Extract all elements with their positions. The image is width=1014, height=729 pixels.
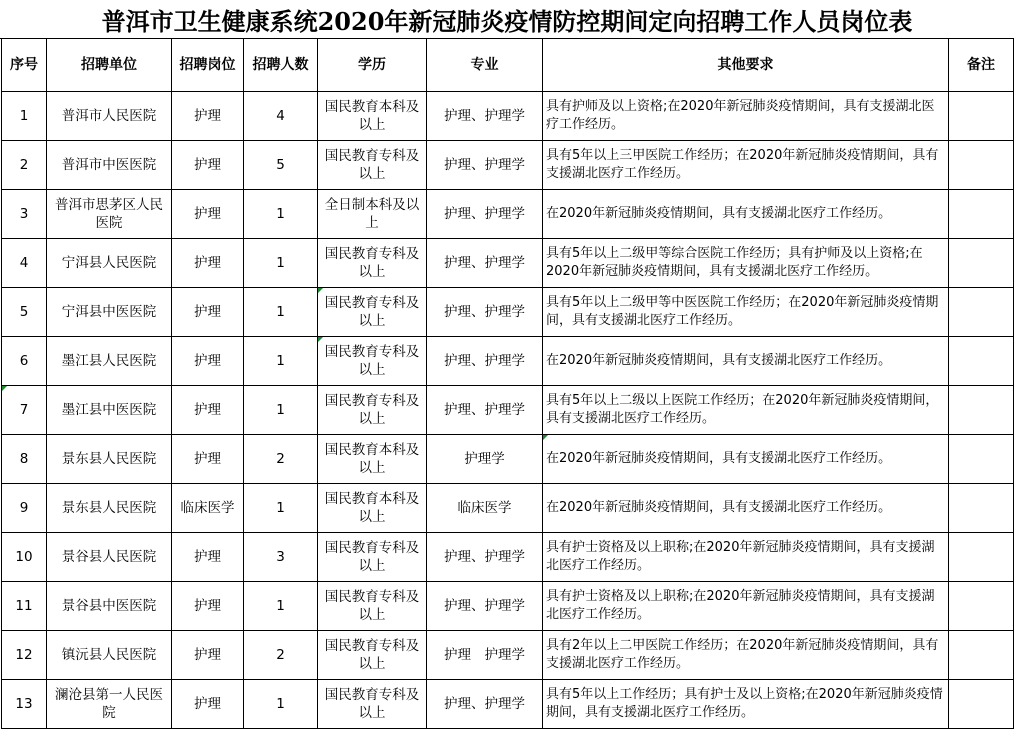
cell-requirements[interactable] <box>543 484 949 533</box>
cell-unit[interactable]: 景谷县人民医院 <box>47 533 172 582</box>
cell-count[interactable]: 5 <box>244 141 318 190</box>
header-post[interactable]: 招聘岗位 <box>172 39 244 92</box>
cell-no[interactable]: 11 <box>2 582 47 631</box>
cell-note[interactable] <box>949 631 1014 680</box>
cell-requirements[interactable] <box>543 680 949 729</box>
cell-education[interactable]: 国民教育专科及以上 <box>318 631 427 680</box>
cell-no[interactable]: 3 <box>2 190 47 239</box>
table-row <box>2 435 1014 484</box>
cell-major[interactable]: 护理、护理学 <box>427 337 543 386</box>
cell-major[interactable]: 护理、护理学 <box>427 190 543 239</box>
cell-unit[interactable]: 宁洱县人民医院 <box>47 239 172 288</box>
cell-post[interactable]: 护理 <box>172 386 244 435</box>
cell-note[interactable] <box>949 680 1014 729</box>
cell-note[interactable] <box>949 239 1014 288</box>
cell-no[interactable]: 8 <box>2 435 47 484</box>
cell-major[interactable]: 护理、护理学 <box>427 239 543 288</box>
cell-education[interactable]: 国民教育专科及以上 <box>318 533 427 582</box>
cell-no[interactable]: 7 <box>2 386 47 435</box>
recruitment-table <box>1 38 1014 729</box>
cell-note[interactable] <box>949 435 1014 484</box>
requirements-text: 在2020年新冠肺炎疫情期间，具有支援湖北医疗工作经历。 <box>546 206 892 221</box>
cell-count[interactable]: 1 <box>244 190 318 239</box>
header-no[interactable]: 序号 <box>2 39 47 92</box>
cell-major[interactable]: 护理、护理学 <box>427 141 543 190</box>
cell-education[interactable]: 全日制本科及以上 <box>318 190 427 239</box>
cell-note[interactable] <box>949 141 1014 190</box>
cell-requirements[interactable] <box>543 631 949 680</box>
cell-unit[interactable]: 墨江县人民医院 <box>47 337 172 386</box>
header-unit[interactable]: 招聘单位 <box>47 39 172 92</box>
table-row <box>2 386 1014 435</box>
cell-post[interactable]: 护理 <box>172 533 244 582</box>
cell-major[interactable]: 护理学 <box>427 435 543 484</box>
cell-count[interactable]: 2 <box>244 631 318 680</box>
requirements-text: 具有5年以上二级甲等中医医院工作经历；在2020年新冠肺炎疫情期间，具有支援湖北医疗工作经历。 <box>546 295 939 328</box>
cell-post[interactable]: 护理 <box>172 92 244 141</box>
header-requirements[interactable]: 其他要求 <box>543 39 949 92</box>
cell-no[interactable]: 2 <box>2 141 47 190</box>
cell-education[interactable]: 国民教育专科及以上 <box>318 288 427 337</box>
cell-post[interactable]: 护理 <box>172 190 244 239</box>
cell-post[interactable]: 护理 <box>172 680 244 729</box>
cell-unit[interactable]: 宁洱县中医医院 <box>47 288 172 337</box>
cell-major[interactable]: 护理、护理学 <box>427 680 543 729</box>
cell-post[interactable]: 临床医学 <box>172 484 244 533</box>
cell-post[interactable]: 护理 <box>172 435 244 484</box>
cell-no[interactable]: 4 <box>2 239 47 288</box>
cell-count[interactable]: 1 <box>244 680 318 729</box>
cell-no[interactable]: 6 <box>2 337 47 386</box>
requirements-text: 具有5年以上三甲医院工作经历；在2020年新冠肺炎疫情期间，具有支援湖北医疗工作经历。 <box>546 148 939 181</box>
cell-post[interactable]: 护理 <box>172 631 244 680</box>
cell-note[interactable] <box>949 337 1014 386</box>
table-row <box>2 92 1014 141</box>
cell-requirements[interactable] <box>543 190 949 239</box>
cell-education[interactable]: 国民教育专科及以上 <box>318 582 427 631</box>
cell-note[interactable] <box>949 484 1014 533</box>
cell-unit[interactable]: 墨江县中医医院 <box>47 386 172 435</box>
cell-unit[interactable]: 景东县人民医院 <box>47 484 172 533</box>
table-row <box>2 631 1014 680</box>
cell-unit[interactable]: 普洱市人民医院 <box>47 92 172 141</box>
cell-requirements[interactable] <box>543 582 949 631</box>
header-row <box>2 39 1014 92</box>
cell-count[interactable]: 4 <box>244 92 318 141</box>
cell-no[interactable]: 1 <box>2 92 47 141</box>
cell-count[interactable]: 1 <box>244 582 318 631</box>
cell-unit[interactable]: 景东县人民医院 <box>47 435 172 484</box>
table-row <box>2 190 1014 239</box>
cell-education[interactable]: 国民教育本科及以上 <box>318 92 427 141</box>
requirements-text: 在2020年新冠肺炎疫情期间，具有支援湖北医疗工作经历。 <box>546 451 892 466</box>
table-row <box>2 680 1014 729</box>
cell-count[interactable]: 3 <box>244 533 318 582</box>
cell-unit[interactable]: 景谷县中医医院 <box>47 582 172 631</box>
cell-requirements[interactable] <box>543 435 949 484</box>
cell-requirements[interactable] <box>543 141 949 190</box>
cell-post[interactable]: 护理 <box>172 288 244 337</box>
cell-note[interactable] <box>949 92 1014 141</box>
cell-requirements[interactable] <box>543 386 949 435</box>
cell-major[interactable]: 护理 护理学 <box>427 631 543 680</box>
cell-post[interactable]: 护理 <box>172 239 244 288</box>
cell-education[interactable]: 国民教育专科及以上 <box>318 386 427 435</box>
cell-education[interactable]: 国民教育专科及以上 <box>318 680 427 729</box>
cell-education[interactable]: 国民教育专科及以上 <box>318 239 427 288</box>
cell-major[interactable]: 护理、护理学 <box>427 386 543 435</box>
cell-note[interactable] <box>949 386 1014 435</box>
cell-major[interactable]: 护理、护理学 <box>427 582 543 631</box>
cell-requirements[interactable] <box>543 533 949 582</box>
requirements-text: 具有2年以上二甲医院工作经历；在2020年新冠肺炎疫情期间，具有支援湖北医疗工作经历。 <box>546 638 939 671</box>
cell-major[interactable]: 护理、护理学 <box>427 92 543 141</box>
cell-education[interactable]: 国民教育本科及以上 <box>318 435 427 484</box>
header-education[interactable]: 学历 <box>318 39 427 92</box>
cell-count[interactable]: 1 <box>244 484 318 533</box>
requirements-text: 具有护士资格及以上职称;在2020年新冠肺炎疫情期间，具有支援湖北医疗工作经历。 <box>546 589 935 622</box>
table-row <box>2 288 1014 337</box>
requirements-text: 具有5年以上二级以上医院工作经历；在2020年新冠肺炎疫情期间，具有支援湖北医疗工作经历。 <box>546 393 939 426</box>
cell-post[interactable]: 护理 <box>172 141 244 190</box>
table-body <box>2 92 1014 729</box>
cell-post[interactable]: 护理 <box>172 337 244 386</box>
table-row <box>2 484 1014 533</box>
cell-count[interactable]: 1 <box>244 288 318 337</box>
table-row <box>2 239 1014 288</box>
cell-major[interactable]: 护理、护理学 <box>427 533 543 582</box>
cell-count[interactable]: 2 <box>244 435 318 484</box>
requirements-text: 具有5年以上二级甲等综合医院工作经历；具有护师及以上资格;在2020年新冠肺炎疫情期间，具有支援湖北医疗工作经历。 <box>546 246 923 279</box>
cell-no[interactable]: 10 <box>2 533 47 582</box>
requirements-text: 在2020年新冠肺炎疫情期间，具有支援湖北医疗工作经历。 <box>546 500 892 515</box>
cell-note[interactable] <box>949 190 1014 239</box>
page-title: 普洱市卫生健康系统2020年新冠肺炎疫情防控期间定向招聘工作人员岗位表 <box>0 0 1014 39</box>
cell-no[interactable]: 5 <box>2 288 47 337</box>
cell-education[interactable]: 国民教育专科及以上 <box>318 337 427 386</box>
table-row <box>2 582 1014 631</box>
cell-unit[interactable]: 澜沧县第一人民医院 <box>47 680 172 729</box>
cell-requirements[interactable] <box>543 337 949 386</box>
cell-unit[interactable]: 镇沅县人民医院 <box>47 631 172 680</box>
cell-note[interactable] <box>949 582 1014 631</box>
table-row <box>2 141 1014 190</box>
cell-unit[interactable]: 普洱市中医医院 <box>47 141 172 190</box>
cell-post[interactable]: 护理 <box>172 582 244 631</box>
cell-count[interactable]: 1 <box>244 337 318 386</box>
cell-requirements[interactable] <box>543 288 949 337</box>
table-row <box>2 533 1014 582</box>
cell-no[interactable]: 12 <box>2 631 47 680</box>
header-count[interactable]: 招聘人数 <box>244 39 318 92</box>
requirements-text: 具有5年以上工作经历；具有护士及以上资格;在2020年新冠肺炎疫情期间，具有支援湖北医疗工作经历。 <box>546 687 943 720</box>
requirements-text: 在2020年新冠肺炎疫情期间，具有支援湖北医疗工作经历。 <box>546 353 892 368</box>
cell-note[interactable] <box>949 533 1014 582</box>
cell-no[interactable]: 13 <box>2 680 47 729</box>
header-note[interactable]: 备注 <box>949 39 1014 92</box>
cell-major[interactable]: 临床医学 <box>427 484 543 533</box>
requirements-text: 具有护师及以上资格;在2020年新冠肺炎疫情期间，具有支援湖北医疗工作经历。 <box>546 99 935 132</box>
cell-count[interactable]: 1 <box>244 386 318 435</box>
cell-unit[interactable]: 普洱市思茅区人民医院 <box>47 190 172 239</box>
cell-education[interactable]: 国民教育专科及以上 <box>318 141 427 190</box>
cell-education[interactable]: 国民教育本科及以上 <box>318 484 427 533</box>
cell-requirements[interactable] <box>543 239 949 288</box>
cell-note[interactable] <box>949 288 1014 337</box>
cell-count[interactable]: 1 <box>244 239 318 288</box>
requirements-text: 具有护士资格及以上职称;在2020年新冠肺炎疫情期间，具有支援湖北医疗工作经历。 <box>546 540 935 573</box>
cell-no[interactable]: 9 <box>2 484 47 533</box>
cell-requirements[interactable] <box>543 92 949 141</box>
header-major[interactable]: 专业 <box>427 39 543 92</box>
table-row <box>2 337 1014 386</box>
cell-major[interactable]: 护理、护理学 <box>427 288 543 337</box>
